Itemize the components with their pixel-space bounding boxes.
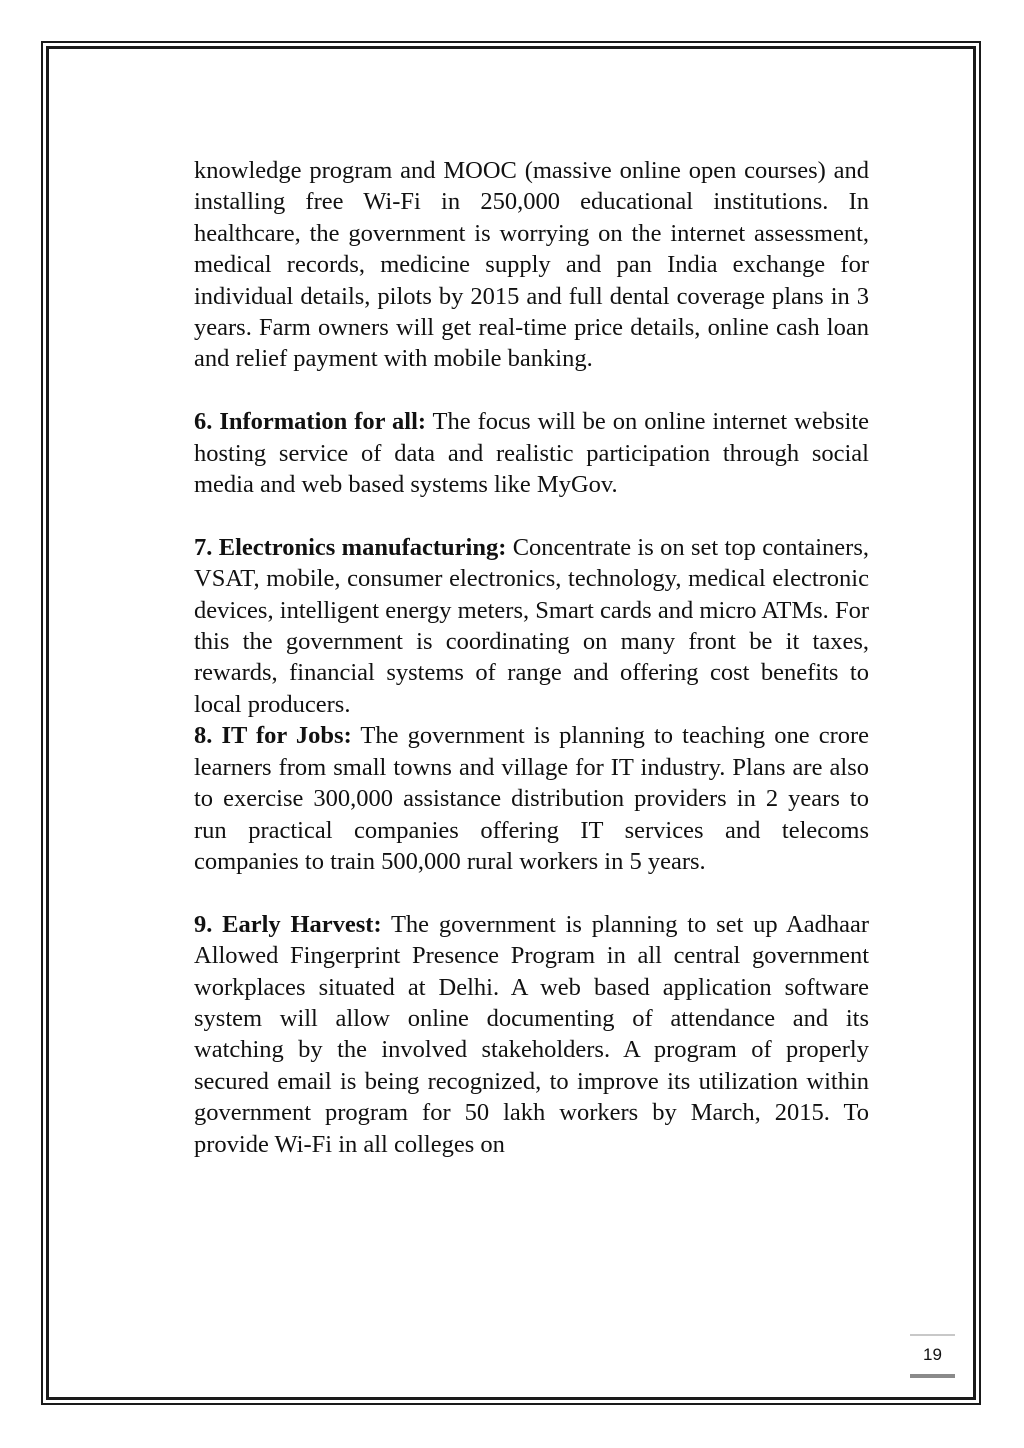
- paragraph-it-for-jobs: [194, 720, 869, 877]
- paragraph-text: knowledge program and MOOC (massive online open courses) and installing free Wi-Fi in 250,000 educational institutions. In healthcare, the government is worrying on the internet assessment, medical records, medicine supply and pan India exchange for individual details, pilots by 2015 and full dental coverage plans in 3 years. Farm owners will get real-time price details, online cash loan and relief payment with mobile banking.: [194, 157, 869, 373]
- section-heading: 6. Information for all:: [194, 408, 427, 436]
- page-number-box: [910, 1334, 955, 1378]
- section-heading: 7. Electronics manufacturing:: [194, 533, 507, 561]
- paragraph-text: The government is planning to teaching one crore learners from small towns and village for IT industry. Plans are also to exercise 300,000 assistance distribution providers in 2 years to run practical companies offering IT services and telecoms companies to train 500,000 rural workers in 5 years.: [194, 722, 870, 875]
- section-heading: 8. IT for Jobs:: [194, 722, 352, 750]
- paragraph-text: Concentrate is on set top containers, VSAT, mobile, consumer electronics, technology, medical electronic devices, intelligent energy meters, Smart cards and micro ATMs. For this the government is coordinating on many front be it taxes, rewards, financial systems of range and offering cost benefits to local producers.: [194, 533, 869, 718]
- paragraph-text: The government is planning to set up Aadhaar Allowed Fingerprint Presence Program in all central government workplaces situated at Delhi. A web based application software system will allow online documenting of attendance and its watching by the involved stakeholders. A program of properly secured email is being recognized, to improve its utilization within government program for 50 lakh workers by March, 2015. To provide Wi-Fi in all colleges on: [194, 910, 869, 1158]
- paragraph-early-harvest: [194, 909, 869, 1160]
- paragraph-text: The focus will be on online internet website hosting service of data and realistic participation through social media and web based systems like MyGov.: [194, 408, 870, 499]
- paragraph-electronics-manufacturing: [194, 532, 869, 720]
- paragraph-intro-continued: [194, 155, 869, 375]
- document-body: [194, 155, 869, 1160]
- paragraph-information-for-all: [194, 406, 869, 500]
- page-number: 19: [923, 1345, 942, 1364]
- section-heading: 9. Early Harvest:: [194, 910, 382, 938]
